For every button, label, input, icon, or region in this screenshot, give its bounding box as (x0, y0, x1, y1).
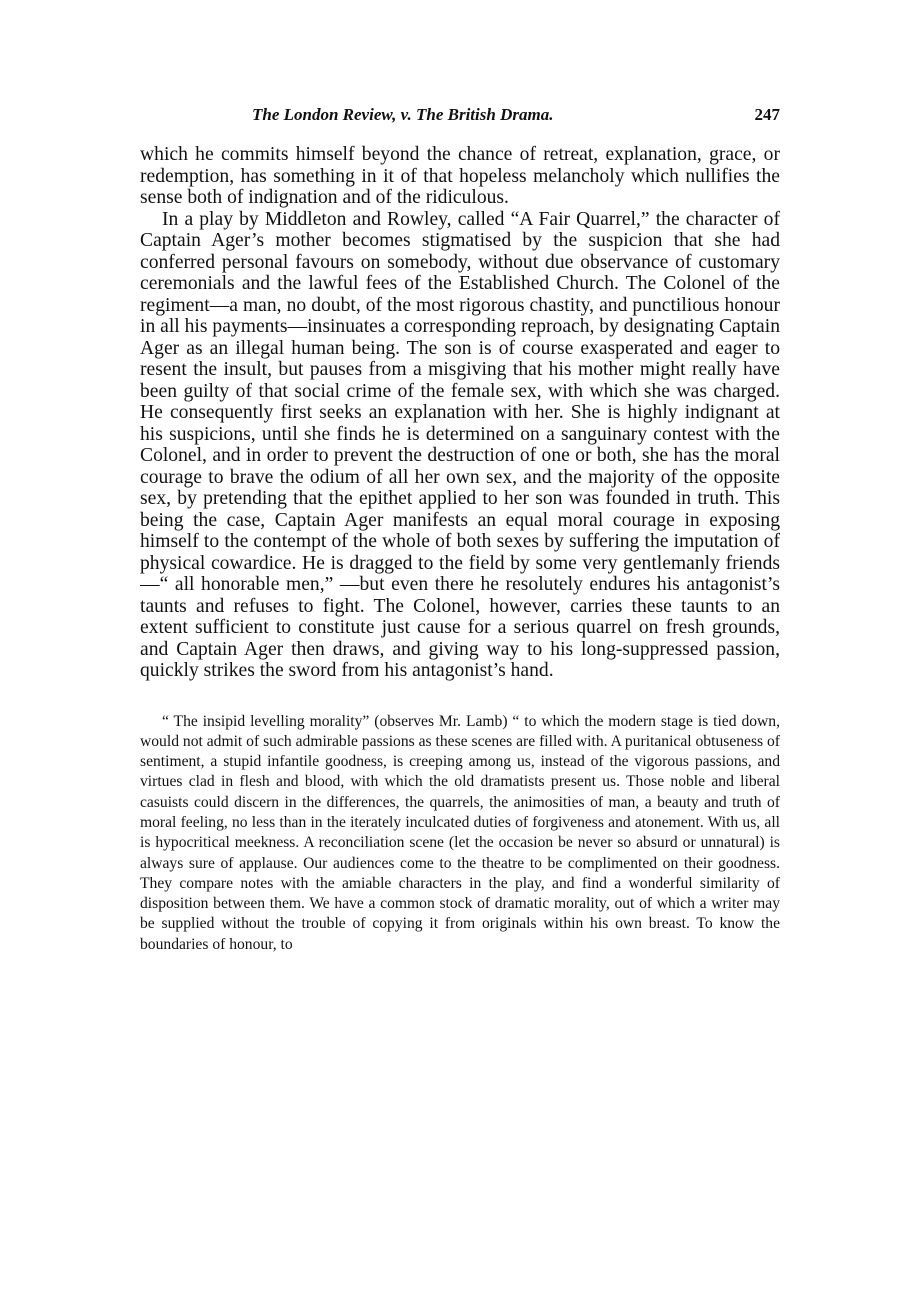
running-title: The London Review, v. The British Drama. (252, 105, 554, 124)
footnote: “ The insipid levelling morality” (observes Mr. Lamb) “ to which the modern stage is tied down, would not admit of such admirable passions as these scenes are filled with. A puritanical obtuseness of sentiment, a stupid infantile goodness, is creeping among us, instead of the vigorous passions, and virtues clad in flesh and blood, with which the old dramatists present us. Those noble and liberal casuists could discern in the differences, the quarrels, the animosities of man, a beauty and truth of moral feeling, no less than in the iterately inculcated duties of forgiveness and atonement. With us, all is hypocritical meekness. A reconciliation scene (let the occasion be never so absurd or unnatural) is always sure of applause. Our audiences come to the theatre to be complimented on their goodness. They compare notes with the amiable characters in the play, and find a wonderful similarity of disposition between them. We have a common stock of dramatic morality, out of which a writer may be supplied without the trouble of copying it from originals within his own breast. To know the boundaries of honour, to (140, 712, 780, 953)
main-text (140, 144, 780, 682)
running-head (140, 100, 780, 130)
body-paragraph: In a play by Middleton and Rowley, called “A Fair Quarrel,” the character of Captain Ager’s mother becomes stigmatised by the suspicion that she had conferred personal favours on somebody, without due observance of customary ceremonials and the lawful fees of the Established Church. The Colonel of the regiment—a man, no doubt, of the most rigorous chastity, and punctilious honour in all his payments—insinuates a corresponding reproach, by designating Captain Ager as an illegal human being. The son is of course exasperated and eager to resent the insult, but pauses from a misgiving that his mother might really have been guilty of that social crime of the female sex, with which she was charged. He consequently first seeks an explanation with her. She is highly indignant at his suspicions, until she finds he is determined on a sanguinary contest with the Colonel, and in order to prevent the destruction of one or both, she has the moral courage to brave the odium of all her own sex, and the majority of the opposite sex, by pretending that the epithet applied to her son was founded in truth. This being the case, Captain Ager manifests an equal moral courage in exposing himself to the contempt of the whole of both sexes by suffering the imputation of physical cowardice. He is dragged to the field by some very gentlemanly friends—“ all honorable men,” —but even there he resolutely endures his antagonist’s taunts and refuses to fight. The Colonel, however, carries these taunts to an extent sufficient to constitute just cause for a serious quarrel on fresh grounds, and Captain Ager then draws, and giving way to his long-suppressed passion, quickly strikes the sword from his antagonist’s hand. (140, 208, 780, 681)
book-page (140, 100, 780, 955)
page-number: 247 (754, 105, 780, 124)
body-paragraph: which he commits himself beyond the chance of retreat, explanation, grace, or redemption, has something in it of that hopeless melancholy which nullifies the sense both of indignation and of the ridiculous. (140, 144, 780, 208)
